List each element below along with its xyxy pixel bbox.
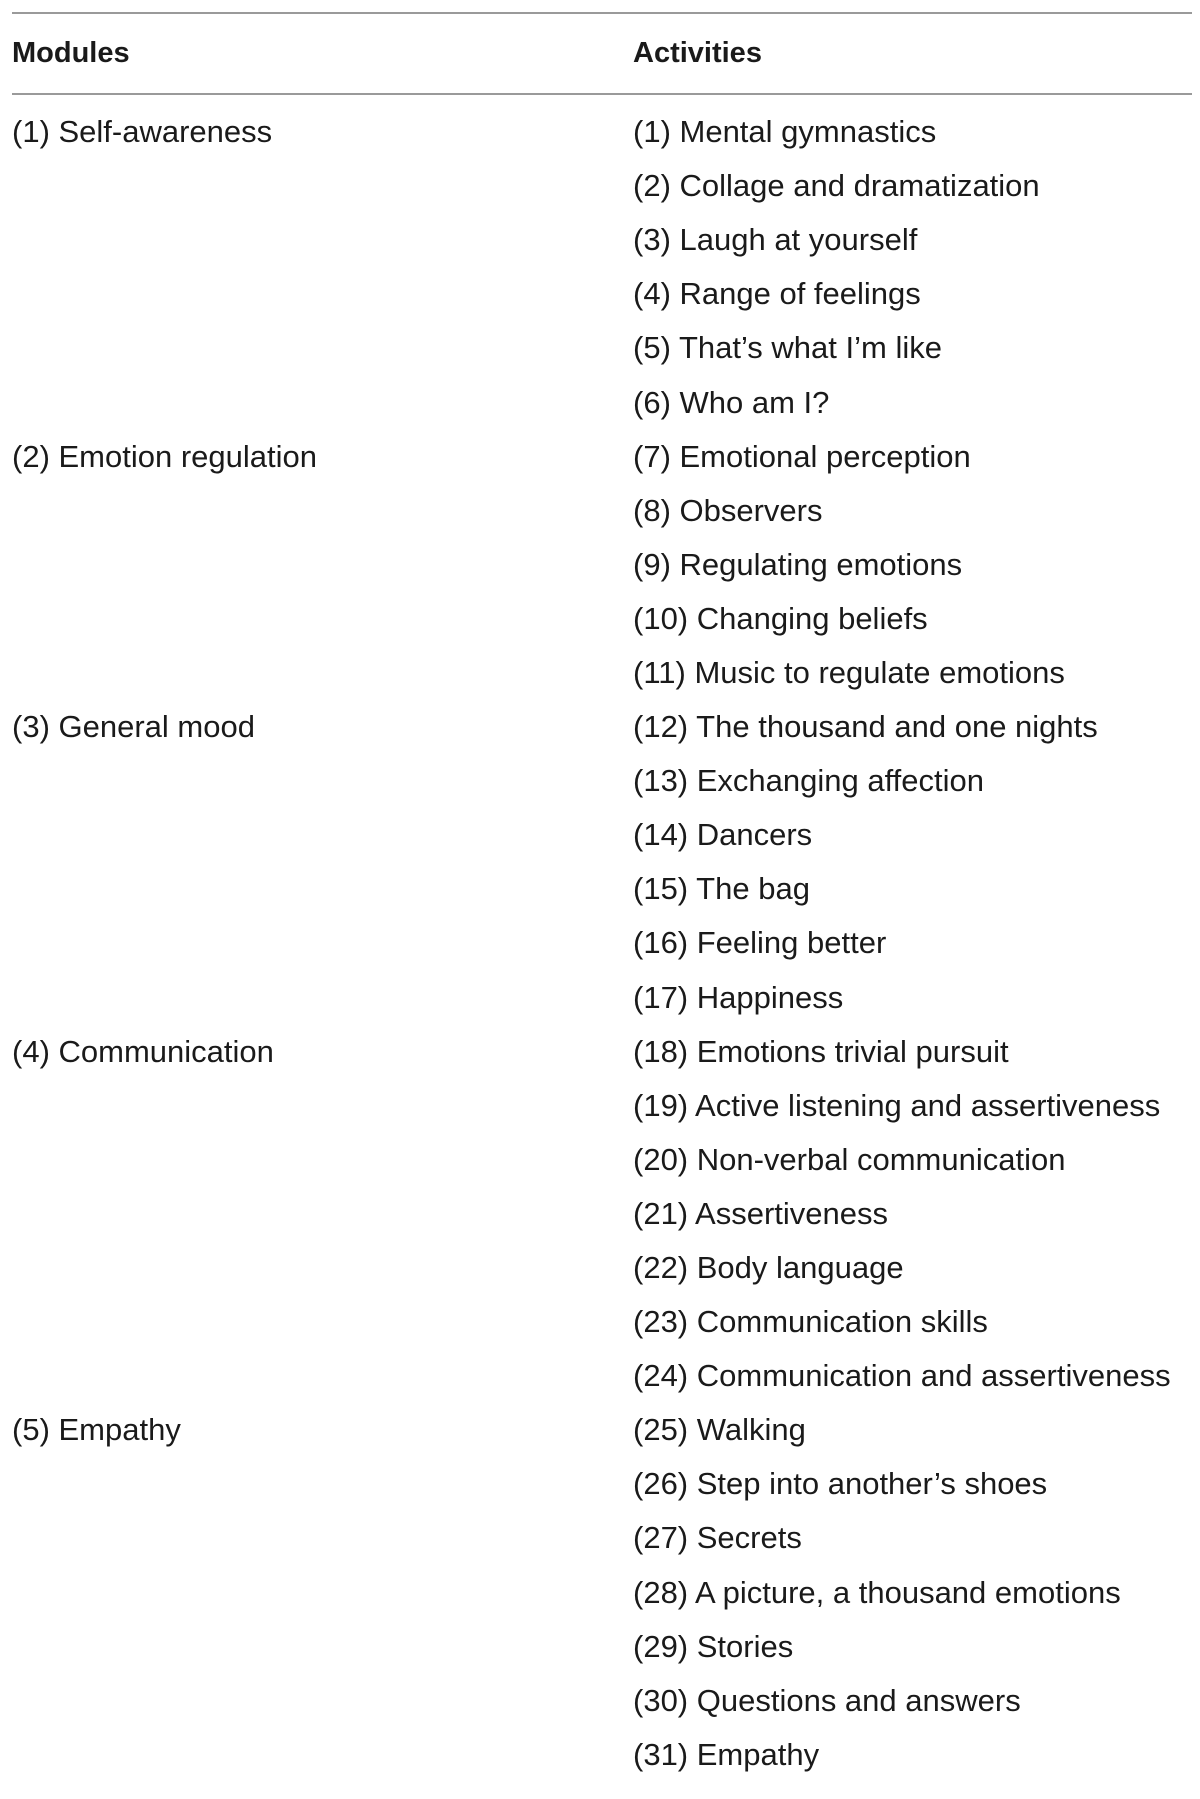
activity-cell: (17) Happiness <box>633 979 844 1015</box>
activity-cell: (13) Exchanging affection <box>633 763 984 799</box>
activity-cell: (9) Regulating emotions <box>633 546 963 582</box>
activity-cell: (7) Emotional perception <box>633 438 971 474</box>
table-row <box>12 1674 1192 1728</box>
table-row <box>12 1079 1192 1133</box>
module-cell: (4) Communication <box>12 1033 274 1069</box>
activity-cell: (2) Collage and dramatization <box>633 168 1040 204</box>
table-row <box>12 267 1192 321</box>
table-row <box>12 1511 1192 1565</box>
table-row <box>12 1025 1192 1079</box>
module-cell: (2) Emotion regulation <box>12 438 317 474</box>
table-row <box>12 1403 1192 1457</box>
activity-cell: (4) Range of feelings <box>633 276 921 312</box>
activity-cell: (12) The thousand and one nights <box>633 709 1098 745</box>
table-row <box>12 321 1192 375</box>
table-row <box>12 105 1192 159</box>
activity-cell: (21) Assertiveness <box>633 1195 888 1231</box>
activity-cell: (20) Non-verbal communication <box>633 1141 1066 1177</box>
table-row <box>12 1187 1192 1241</box>
table-row <box>12 971 1192 1025</box>
header-activities: Activities <box>633 37 762 69</box>
table-row <box>12 916 1192 970</box>
table-row <box>12 1241 1192 1295</box>
module-cell: (3) General mood <box>12 709 255 745</box>
table-row <box>12 1620 1192 1674</box>
table-row <box>12 646 1192 700</box>
table-row <box>12 430 1192 484</box>
table-row <box>12 1349 1192 1403</box>
table-row <box>12 484 1192 538</box>
activity-cell: (30) Questions and answers <box>633 1682 1021 1718</box>
table-row <box>12 754 1192 808</box>
table-row <box>12 1728 1192 1782</box>
activity-cell: (15) The bag <box>633 871 810 907</box>
table-body <box>12 95 1192 1782</box>
table-header <box>12 14 1192 93</box>
activity-cell: (11) Music to regulate emotions <box>633 654 1065 690</box>
activity-cell: (23) Communication skills <box>633 1304 988 1340</box>
modules-activities-table <box>12 12 1192 1782</box>
activity-cell: (25) Walking <box>633 1412 806 1448</box>
activity-cell: (27) Secrets <box>633 1520 802 1556</box>
table-row <box>12 1133 1192 1187</box>
module-cell: (1) Self-awareness <box>12 114 273 150</box>
activity-cell: (8) Observers <box>633 492 823 528</box>
table-row <box>12 159 1192 213</box>
activity-cell: (24) Communication and assertiveness <box>633 1358 1171 1394</box>
activity-cell: (14) Dancers <box>633 817 813 853</box>
activity-cell: (10) Changing beliefs <box>633 600 928 636</box>
activity-cell: (31) Empathy <box>633 1736 820 1772</box>
activity-cell: (26) Step into another’s shoes <box>633 1466 1048 1502</box>
module-cell: (5) Empathy <box>12 1412 181 1448</box>
table-row <box>12 862 1192 916</box>
activity-cell: (18) Emotions trivial pursuit <box>633 1033 1009 1069</box>
table-row <box>12 375 1192 429</box>
activity-cell: (1) Mental gymnastics <box>633 114 937 150</box>
activity-cell: (16) Feeling better <box>633 925 887 961</box>
activity-cell: (22) Body language <box>633 1250 904 1286</box>
table-row <box>12 1457 1192 1511</box>
table-row <box>12 213 1192 267</box>
activity-cell: (29) Stories <box>633 1628 794 1664</box>
table-row <box>12 700 1192 754</box>
table-row <box>12 1295 1192 1349</box>
activity-cell: (28) A picture, a thousand emotions <box>633 1574 1121 1610</box>
table-row <box>12 592 1192 646</box>
activity-cell: (19) Active listening and assertiveness <box>633 1087 1161 1123</box>
activity-cell: (5) That’s what I’m like <box>633 330 942 366</box>
activity-cell: (6) Who am I? <box>633 384 830 420</box>
activity-cell: (3) Laugh at yourself <box>633 222 918 258</box>
table-row <box>12 1566 1192 1620</box>
table-row <box>12 538 1192 592</box>
header-modules: Modules <box>12 37 130 69</box>
table-row <box>12 808 1192 862</box>
